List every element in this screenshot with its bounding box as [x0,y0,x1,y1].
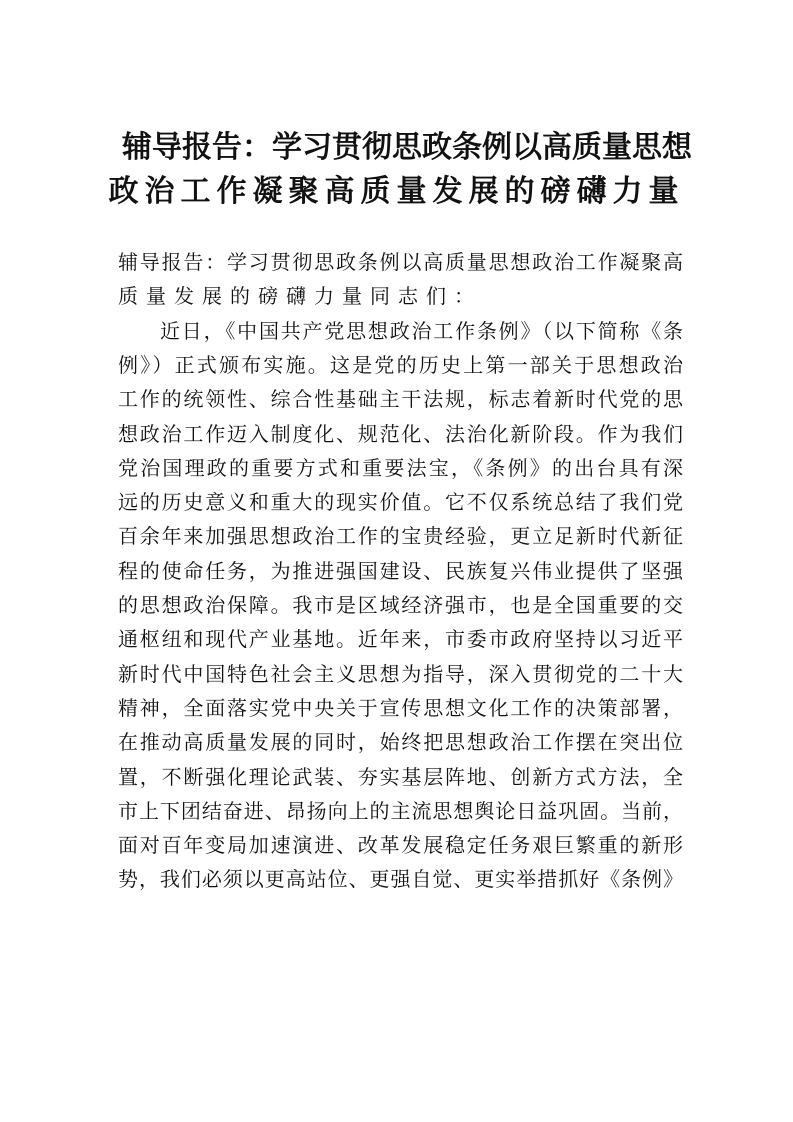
body-text-line: 近日，《中国共产党思想政治工作条例》（以下简称《条 [160,318,683,343]
body-text-line: 在推动高质量发展的同时，始终把思想政治工作摆在突出位 [118,730,683,755]
body-text-line: 质量发展的磅礴力量同志们： [118,284,482,309]
body-text-line: 党治国理政的重要方式和重要法宝，《条例》的出台具有深 [118,455,683,480]
body-text-line: 置，不断强化理论武装、夯实基层阵地、创新方式方法，全 [118,764,683,789]
body-text-line: 的思想政治保障。我市是区域经济强市，也是全国重要的交 [118,593,683,617]
body-text-line: 远的历史意义和重大的现实价值。它不仅系统总结了我们党 [118,490,683,515]
body-text-line: 工作的统领性、综合性基础主干法规，标志着新时代党的思 [118,387,683,412]
body-text-line: 势，我们必须以更高站位、更强自觉、更实举措抓好《条例》 [118,867,683,892]
body-text-line: 市上下团结奋进、昂扬向上的主流思想舆论日益巩固。当前， [118,798,683,823]
body-text-line: 辅导报告：学习贯彻思政条例以高质量思想政治工作凝聚高 [118,250,683,274]
body-text-line: 精神，全面落实党中央关于宣传思想文化工作的决策部署， [118,695,683,720]
body-text-line: 程的使命任务，为推进强国建设、民族复兴伟业提供了坚强 [118,558,683,583]
body-text-line: 新时代中国特色社会主义思想为指导，深入贯彻党的二十大 [118,661,683,686]
body-text-line: 百余年来加强思想政治工作的宝贵经验，更立足新时代新征 [118,524,683,549]
body-text-line: 想政治工作迈入制度化、规范化、法治化新阶段。作为我们 [118,421,683,446]
document-title-line-2: 政治工作凝聚高质量发展的磅礴力量 [108,174,685,209]
body-text-line: 例》）正式颁布实施。这是党的历史上第一部关于思想政治 [118,352,683,377]
document-title-line-1: 辅导报告：学习贯彻思政条例以高质量思想 [122,130,692,165]
body-text-line: 通枢纽和现代产业基地。近年来，市委市政府坚持以习近平 [118,627,683,652]
body-text-line: 面对百年变局加速演进、改革发展稳定任务艰巨繁重的新形 [118,833,683,858]
